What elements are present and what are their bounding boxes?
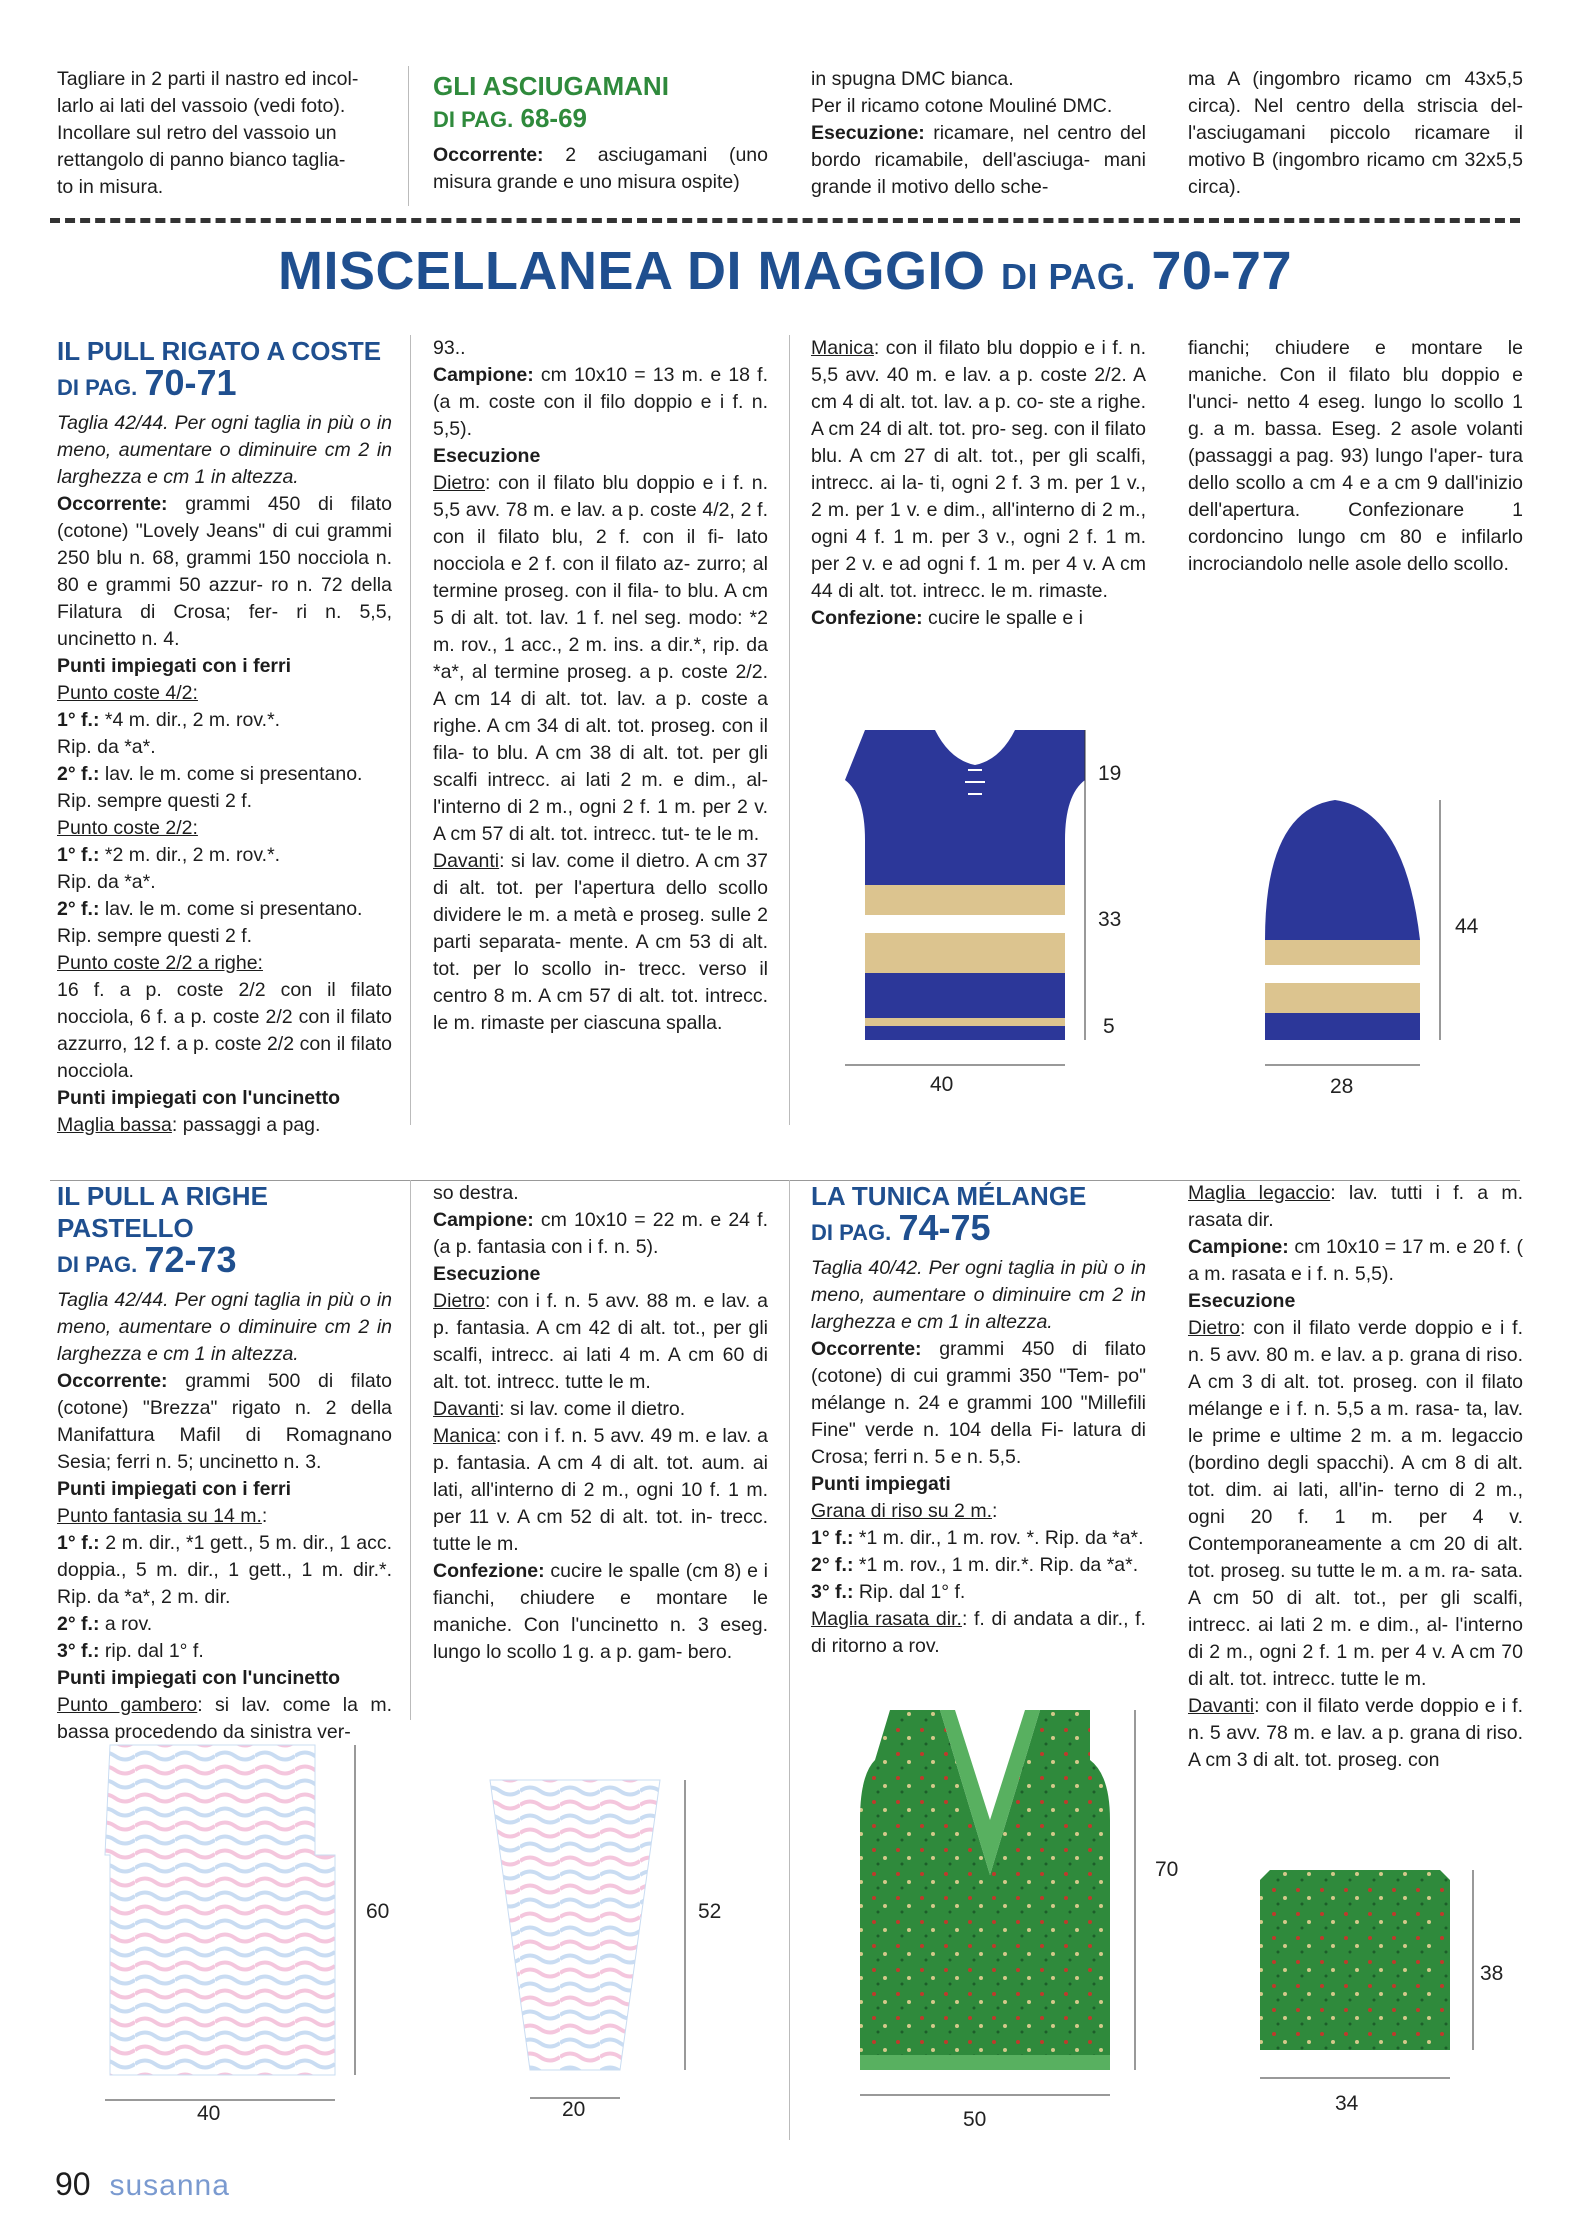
text: : f. di andata a dir., f. di ritorno a rov. <box>811 1608 1146 1657</box>
s1-pc3: Punto coste 2/2 a righe: <box>57 952 263 974</box>
stripe-beige <box>865 933 1065 973</box>
column-divider <box>789 1180 790 2140</box>
sleeve-shape <box>490 1780 660 2070</box>
s1-title-2: DI PAG. <box>57 375 138 400</box>
text-line: rettangolo di panno bianco taglia- <box>57 149 346 171</box>
dim-label: 5 <box>1103 1015 1115 1038</box>
label: Occorrente: <box>433 144 544 166</box>
asciugamani-title-2: DI PAG. <box>433 107 514 132</box>
text: Rip. sempre questi 2 f. <box>57 790 253 812</box>
s2-title-1: IL PULL A RIGHE PASTELLO <box>57 1181 268 1243</box>
text: *1 m. dir., 1 m. rov. *. Rip. da *a*. <box>858 1527 1144 1549</box>
dim-label: 52 <box>698 1900 722 1923</box>
s1-col-2 <box>433 335 768 1037</box>
text: : lav. tutti i f. a m. rasata dir. <box>1188 1182 1523 1231</box>
text: : si lav. come il dietro. <box>499 1398 686 1420</box>
text: : si lav. come il dietro. A cm 37 di alt. tot. per l'apertura dello scollo dividere le m. a metà e proseg. sulle 2 parti separata- mente. A cm 53 di alt. tot. per lo scollo in- trecc. verso il centro 8 m. A cm 57 di alt. tot. intrecc. le m. rimaste per ciascuna spalla. <box>433 850 768 1034</box>
main-title-small: DI PAG. <box>1001 256 1136 297</box>
text: Rip. da *a*. <box>57 736 156 758</box>
top-col-3 <box>811 66 1146 201</box>
stripe-white <box>865 915 1065 933</box>
stripe-beige <box>865 885 1065 915</box>
dim-label: 28 <box>1330 1075 1354 1098</box>
term: Manica <box>433 1425 496 1447</box>
s1-col-3 <box>811 335 1146 632</box>
text: cm 10x10 = 17 m. e 20 f. ( a m. rasata e i f. n. 5,5). <box>1188 1236 1524 1285</box>
footer <box>55 2166 230 2203</box>
text: cucire le spalle (cm 8) e i fianchi, chiudere e montare le maniche. Con l'uncinetto n. 3 eseg. lungo lo scollo 1 g. a p. gam- bero. <box>433 1560 769 1663</box>
term: Maglia bassa <box>57 1114 172 1136</box>
text: : con i f. n. 5 avv. 88 m. e lav. a p. fantasia. A cm 42 di alt. tot., per gli scalfi, intrecc. ai lati 4 m. A cm 60 di alt. tot. intrecc. tutte le m. <box>433 1290 768 1393</box>
label: Occorrente: <box>57 1370 168 1392</box>
heading: Punti impiegati con i ferri <box>57 1478 292 1500</box>
s3-col-1 <box>811 1180 1146 1660</box>
term: Dietro <box>433 472 486 494</box>
s3-title-1: LA TUNICA MÉLANGE <box>811 1181 1087 1211</box>
s2-title-2: DI PAG. <box>57 1252 138 1277</box>
column-divider <box>789 335 790 1125</box>
text: : <box>261 1505 268 1527</box>
term: Davanti <box>1188 1695 1255 1717</box>
text: *1 m. rov., 1 m. dir.*. Rip. da *a*. <box>858 1554 1139 1576</box>
s2-sleeve-diagram <box>480 1770 710 2120</box>
label: Campione: <box>1188 1236 1289 1258</box>
s1-intro: Taglia 42/44. Per ogni taglia in più o in meno, aumentare o diminuire cm 2 in larghezza e cm 1 in altezza. <box>57 412 392 488</box>
dashed-separator <box>50 218 1520 223</box>
heading: Punti impiegati con l'uncinetto <box>57 1667 341 1689</box>
text: grammi 450 di filato (cotone) di cui grammi 350 "Tem- po" mélange n. 24 e grammi 100 "Millefili Fine" verde n. 104 della Fi- latura di Crosa; ferri n. 5 e n. 5,5. <box>811 1338 1146 1468</box>
stripe-white <box>1265 965 1420 983</box>
s1-col-4 <box>1188 335 1523 578</box>
heading: Esecuzione <box>1188 1290 1296 1312</box>
dim-label: 19 <box>1098 762 1122 785</box>
text: cm 10x10 = 22 m. e 24 f. (a p. fantasia con i f. n. 5). <box>433 1209 768 1258</box>
label: 2° f.: <box>811 1554 854 1576</box>
s1-sleeve-diagram <box>1255 790 1455 1080</box>
dim-label: 40 <box>930 1073 954 1096</box>
dim-label: 40 <box>197 2102 221 2125</box>
asciugamani-title <box>433 70 768 136</box>
dim-label: 70 <box>1155 1858 1179 1881</box>
top-col-4 <box>1188 66 1523 201</box>
s3-col-2 <box>1188 1180 1523 1774</box>
term: Maglia legaccio <box>1188 1182 1331 1204</box>
text: Per il ricamo cotone Mouliné DMC. <box>811 95 1113 117</box>
top-col-2 <box>433 70 768 196</box>
text: 16 f. a p. coste 2/2 con il filato nocciola, 6 f. a p. coste 2/2 con il filato azzurro, 12 f. a p. coste 2/2 con il filato nocciola. <box>57 979 392 1082</box>
text: : con il filato blu doppio e i f. n. 5,5 avv. 78 m. e lav. a p. coste 4/2, 2 f. con il filato blu, 2 f. con il fi- lato nocciola e 2 f. con il filato az- zurro; al termine proseg. con il fila- to blu. A cm 5 di alt. tot. lav. 1 f. nel seg. modo: *2 m. rov., 1 acc., 2 m. ins. a dir.*, rip. da *a*, al termine proseg. a p. coste 2/2. A cm 14 di alt. tot. lav. a p. coste a righe. A cm 34 di alt. tot. proseg. con il fila- to blu. A cm 38 di alt. tot. per gli scalfi intrecc. ai lati 2 m. e dim., al- l'interno di 2 m., ogni 2 f. 1 m. per 2 v. A cm 57 di alt. tot. intrecc. tut- te le m. <box>433 472 768 845</box>
dim-label: 60 <box>366 1900 390 1923</box>
text-line: Tagliare in 2 parti il nastro ed incol- <box>57 68 359 90</box>
s1-pc1: Punto coste 4/2: <box>57 682 198 704</box>
stripe-beige <box>1265 983 1420 1013</box>
s1-pages: 70-71 <box>144 362 237 403</box>
text: : passaggi a pag. <box>171 1114 321 1136</box>
s3-tunic-diagram <box>845 1700 1175 2120</box>
tunic-shape <box>860 1710 1110 2070</box>
label: 3° f.: <box>811 1581 854 1603</box>
top-col-1 <box>57 66 387 201</box>
dim-label: 50 <box>963 2108 987 2131</box>
dim-label: 20 <box>562 2098 586 2121</box>
label: Confezione: <box>811 607 923 629</box>
asciugamani-title-1: GLI ASCIUGAMANI <box>433 71 669 101</box>
main-title <box>0 240 1570 302</box>
main-title-text: MISCELLANEA DI MAGGIO <box>278 241 986 301</box>
label: 1° f.: <box>811 1527 854 1549</box>
stripe-beige <box>1265 940 1420 965</box>
s3-sleeve-diagram <box>1245 1860 1505 2110</box>
s2-front-diagram <box>95 1735 375 2125</box>
label: 1° f.: <box>57 709 100 731</box>
text: *4 m. dir., 2 m. rov.*. <box>104 709 281 731</box>
stripe-beige <box>865 1018 1065 1026</box>
dim-label: 38 <box>1480 1962 1504 1985</box>
label: 2° f.: <box>57 763 100 785</box>
s2-pages: 72-73 <box>144 1239 237 1280</box>
text-line: to in misura. <box>57 176 164 198</box>
main-title-pages: 70-77 <box>1151 241 1292 301</box>
text: rip. dal 1° f. <box>104 1640 204 1662</box>
text: : si lav. come la m. bassa procedendo da sinistra ver- <box>57 1694 392 1743</box>
text: fianchi; chiudere e montare le maniche. Con il filato blu doppio e l'unci- netto 4 eseg. lungo lo scollo 1 g. a m. bassa. Eseg. 2 asole volanti (passaggi a pag. 93) lungo l'aper- tura dello scollo a cm 4 e a cm 9 dall'inizio dell'apertura. Confezionare 1 cordoncino lungo cm 80 e infilarlo incrociandolo nelle asole dello scollo. <box>1188 337 1523 575</box>
text-line: larlo ai lati del vassoio (vedi foto). <box>57 95 346 117</box>
text: lav. le m. come si presentano. <box>104 898 363 920</box>
text: 2 m. dir., *1 gett., 5 m. dir., 1 acc. doppia., 5 m. dir., 1 gett., 1 m. dir.*. Rip. da *a*, 2 m. dir. <box>57 1532 392 1608</box>
dim-label: 44 <box>1455 915 1479 938</box>
s1-punti-unc: Punti impiegati con l'uncinetto <box>57 1087 341 1109</box>
text: 93.. <box>433 337 466 359</box>
term: Punto gambero <box>57 1694 198 1716</box>
text: 2 asciugamani (uno misura grande e uno misura ospite) <box>433 144 768 193</box>
column-divider <box>410 335 411 1125</box>
label: Esecuzione: <box>811 122 925 144</box>
text: : con il filato verde doppio e i f. n. 5 avv. 80 m. e lav. a p. grana di riso. A cm 3 di alt. tot. proseg. con il filato mélange e i f. n. 5,5 a m. rasa- ta, lav. le prime e ultime 2 m. a m. legaccio (bordino degli spacchi). A cm 8 di alt. tot. dim. ai lati, all'in- terno di 2 m., ogni 20 f. 1 m. per 4 v. Contemporaneamente a cm 20 di alt. tot. proseg. su tutte le m. a m. ra- sata. A cm 50 di alt. tot., per gli scalfi, intrecc. ai lati 2 m. e dim., al- l'interno di 2 m., ogni 2 f. 1 m. per 4 v. A cm 70 di alt. tot. intrecc. tutte le m. <box>1188 1317 1523 1690</box>
label: Confezione: <box>433 1560 545 1582</box>
front-shape <box>105 1745 335 2075</box>
term: Manica <box>811 337 874 359</box>
text: Rip. sempre questi 2 f. <box>57 925 253 947</box>
s3-intro: Taglia 40/42. Per ogni taglia in più o in meno, aumentare o diminuire cm 2 in larghezza e cm 1 in altezza. <box>811 1257 1146 1333</box>
term: Dietro <box>1188 1317 1241 1339</box>
s2-intro: Taglia 42/44. Per ogni taglia in più o in meno, aumentare o diminuire cm 2 in larghezza e cm 1 in altezza. <box>57 1289 392 1365</box>
s3-title-2: DI PAG. <box>811 1220 892 1245</box>
text: cm 10x10 = 13 m. e 18 f. (a m. coste con il filo doppio e i f. n. 5,5). <box>433 364 768 440</box>
term: Maglia rasata dir. <box>811 1608 962 1630</box>
label: 2° f.: <box>57 1613 100 1635</box>
s1-vest-diagram <box>840 720 1130 1080</box>
label: Occorrente: <box>57 493 168 515</box>
label: 3° f.: <box>57 1640 100 1662</box>
label: 1° f.: <box>57 844 100 866</box>
text: Rip. da *a*. <box>57 871 156 893</box>
text: : <box>991 1500 998 1522</box>
term: Davanti <box>433 1398 500 1420</box>
s1-title-1: IL PULL RIGATO A COSTE <box>57 336 382 366</box>
text: grammi 450 di filato (cotone) "Lovely Jeans" di cui grammi 250 blu n. 68, grammi 150 nocciola n. 80 e grammi 50 azzur- ro n. 72 della Filatura di Crosa; fer- ri n. 5,5, uncinetto n. 4. <box>57 493 392 650</box>
s1-col-1 <box>57 335 392 1139</box>
text: : con il filato blu doppio e i f. n. 5,5 avv. 40 m. e lav. a p. coste 2/2. A cm 4 di alt. tot. lav. a p. co- ste a righe. A cm 24 di alt. tot. pro- seg. con il filato blu. A cm 27 di alt. tot., per gli scalfi, intrecc. ai la- ti, ogni 2 f. 3 m. per 1 v., 2 m. per 1 v. e dim., all'interno di 2 m., ogni 4 f. 1 m. per 3 v., ogni 2 f. 1 m. per 2 v. e ad ogni f. 1 m. per 4 v. A cm 44 di alt. tot. intrecc. le m. rimaste. <box>811 337 1146 602</box>
asciugamani-pages: 68-69 <box>520 103 587 133</box>
text-line: Incollare sul retro del vassoio un <box>57 122 337 144</box>
s2-col-1 <box>57 1180 392 1746</box>
s1-punti-ferri: Punti impiegati con i ferri <box>57 655 292 677</box>
text: lav. le m. come si presentano. <box>104 763 363 785</box>
s3-title <box>811 1180 1146 1249</box>
heading: Esecuzione <box>433 445 541 467</box>
text: ma A (ingombro ricamo cm 43x5,5 circa). Nel centro della striscia del- l'asciugamani piccolo ricamare il motivo B (ingombro ricamo cm 32x5,5 circa). <box>1188 68 1523 198</box>
text: a rov. <box>104 1613 153 1635</box>
term: Punto fantasia su 14 m. <box>57 1505 262 1527</box>
sleeve-shape <box>1260 1870 1450 2050</box>
text: so destra. <box>433 1182 519 1204</box>
text: in spugna DMC bianca. <box>811 68 1014 90</box>
page-number: 90 <box>55 2166 91 2202</box>
s3-pages: 74-75 <box>898 1207 991 1248</box>
dim-label: 34 <box>1335 2092 1359 2115</box>
s1-pc2: Punto coste 2/2: <box>57 817 198 839</box>
text: *2 m. dir., 2 m. rov.*. <box>104 844 281 866</box>
text: ricamare, nel centro del bordo ricamabile, dell'asciuga- mani grande il motivo dello sche- <box>811 122 1146 198</box>
label: 2° f.: <box>57 898 100 920</box>
label: Occorrente: <box>811 1338 922 1360</box>
hem-band <box>860 2055 1110 2070</box>
s2-title <box>57 1180 392 1281</box>
brand-logo: susanna <box>109 2169 230 2202</box>
column-divider <box>410 1180 411 1720</box>
label: 1° f.: <box>57 1532 100 1554</box>
s2-col-2 <box>433 1180 768 1666</box>
term: Grana di riso su 2 m. <box>811 1500 992 1522</box>
text: : con il filato verde doppio e i f. n. 5 avv. 78 m. e lav. a p. grana di riso. A cm 3 di alt. tot. proseg. con <box>1188 1695 1523 1771</box>
heading: Esecuzione <box>433 1263 541 1285</box>
text: grammi 500 di filato (cotone) "Brezza" rigato n. 2 della Manifattura Mafil di Romagnano Sesia; ferri n. 5; uncinetto n. 3. <box>57 1370 392 1473</box>
term: Dietro <box>433 1290 486 1312</box>
text: Rip. dal 1° f. <box>858 1581 966 1603</box>
term: Davanti <box>433 850 500 872</box>
text: cucire le spalle e i <box>928 607 1083 629</box>
heading: Punti impiegati <box>811 1473 951 1495</box>
label: Campione: <box>433 1209 534 1231</box>
label: Campione: <box>433 364 534 386</box>
s1-title <box>57 335 392 404</box>
dim-label: 33 <box>1098 908 1122 931</box>
column-divider <box>408 66 409 206</box>
text: : con i f. n. 5 avv. 49 m. e lav. a p. fantasia. A cm 4 di alt. tot. aum. ai lati, all'interno di 2 m., ogni 10 f. 1 m. per 11 v. A cm 52 di alt. tot. in- trecc. tutte le m. <box>433 1425 768 1555</box>
